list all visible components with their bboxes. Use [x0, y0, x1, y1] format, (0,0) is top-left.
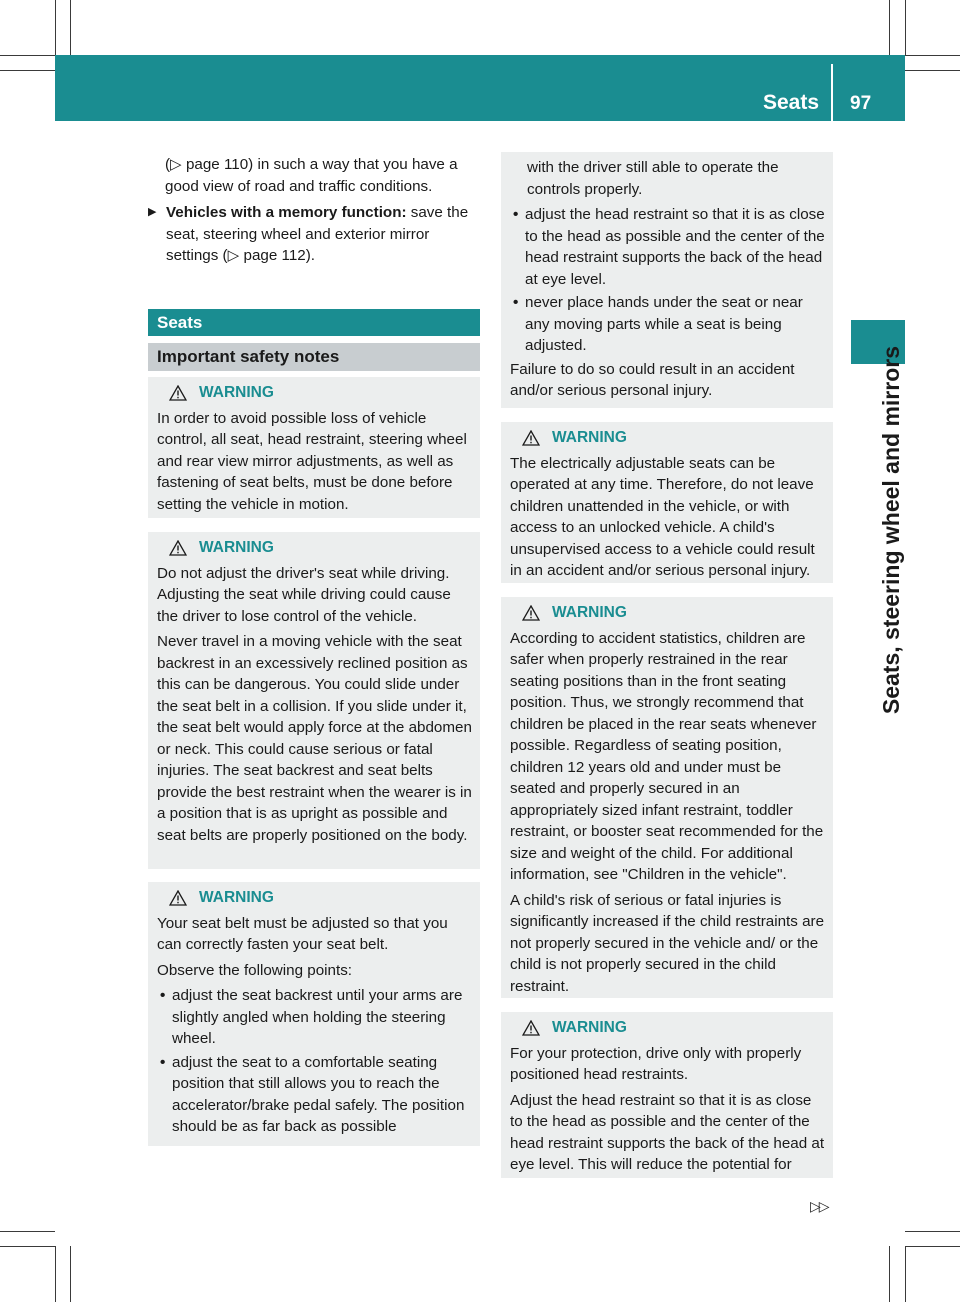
bullet-dot: •	[513, 206, 519, 223]
warning-text: In order to avoid possible loss of vehicle control, all seat, head restraint, steering wheel and rear view mirror adjustments, as well as fastening of seat belts, must be done before setting the vehicle in motion.	[157, 409, 467, 513]
page-header-title: Seats	[763, 91, 820, 114]
page-number: 97	[850, 93, 872, 114]
warning-triangle-icon	[169, 385, 187, 401]
warning-paragraph: Observe the following points:	[157, 961, 353, 979]
warning-paragraph: with the driver still able to operate the controls properly.	[527, 159, 779, 198]
warning-box	[501, 597, 833, 998]
warning-text: The electrically adjustable seats can be operated at any time. Therefore, do not leave children unattended in the vehicle, or with access to an unlocked vehicle. A child's unsupervised access to a vehicle could result in an accident and/or serious personal injury.	[510, 454, 815, 579]
warning-box	[501, 422, 833, 583]
warning-box	[148, 377, 480, 518]
crop-mark	[55, 0, 56, 55]
warning-paragraph: Never travel in a moving vehicle with the seat backrest in an excessively reclined position as this can be dangerous. You could slide under the seat belt in a collision. If you slide under it, the seat belt would apply force at the abdomen or neck. This could cause serious or fatal injuries. The seat backrest and seat belts provide the best restraint when the wearer is in a position that is as upright as possible and seat belts are properly positioned on the body.	[157, 633, 472, 844]
warning-box-continued	[501, 152, 833, 408]
warning-label: WARNING	[199, 539, 274, 556]
intro-line: (▷ page 110) in such a way that you have a good view of road and traffic conditions.	[165, 156, 458, 195]
left-intro	[148, 154, 479, 271]
warning-triangle-icon	[522, 430, 540, 446]
warning-triangle-icon	[522, 1020, 540, 1036]
subsection-title: Important safety notes	[148, 343, 480, 371]
warning-label: WARNING	[199, 384, 274, 401]
warning-heading	[510, 602, 825, 624]
warning-paragraph: Your seat belt must be adjusted so that you can correctly fasten your seat belt.	[157, 914, 448, 953]
crop-mark	[889, 0, 890, 55]
warning-paragraph: For your protection, drive only with properly positioned head restraints.	[510, 1044, 802, 1083]
bullet-text: adjust the seat to a comfortable seating position that still allows you to reach the accelerator/brake pedal safely. The position should be as far back as possible	[172, 1053, 465, 1135]
memory-step	[148, 202, 479, 267]
warning-paragraph: Failure to do so could result in an accident and/or serious personal injury.	[510, 360, 795, 399]
crop-mark	[889, 1246, 890, 1302]
warning-label: WARNING	[552, 429, 627, 446]
bullet-dot: •	[513, 294, 519, 311]
warning-heading	[157, 887, 472, 909]
crop-mark	[905, 1246, 906, 1302]
warning-paragraph: Do not adjust the driver's seat while driving. Adjusting the seat while driving could cause the driver to lose control of the vehicle.	[157, 564, 451, 625]
crop-mark	[0, 1231, 55, 1232]
crop-mark	[0, 70, 55, 71]
bullet-item	[157, 985, 472, 1050]
warning-heading	[510, 1017, 825, 1039]
warning-label: WARNING	[552, 1019, 627, 1036]
warning-label: WARNING	[552, 604, 627, 621]
crop-mark	[0, 55, 55, 56]
warning-label: WARNING	[199, 889, 274, 906]
crop-mark	[0, 1246, 55, 1247]
warning-heading	[157, 382, 472, 404]
warning-box	[148, 882, 480, 1146]
bullet-item	[510, 292, 825, 357]
crop-mark	[55, 1246, 56, 1302]
step-label: Vehicles with a memory function:	[166, 204, 407, 221]
section-title: Seats	[148, 309, 480, 336]
crop-mark	[905, 0, 906, 55]
bullet-dot: •	[160, 987, 166, 1004]
warning-box	[148, 532, 480, 869]
warning-paragraph: Adjust the head restraint so that it is as close to the head as possible and the center of the head restraint supports the back of the head at eye level. This will reduce the potential for	[510, 1091, 825, 1173]
chapter-side-text: Seats, steering wheel and mirrors	[878, 346, 904, 715]
warning-triangle-icon	[169, 890, 187, 906]
bullet-item	[157, 1052, 472, 1138]
step-arrow-icon: ▶	[148, 206, 157, 218]
bullet-text: adjust the seat backrest until your arms are slightly angled when holding the steering wheel.	[172, 987, 463, 1047]
warning-paragraph: According to accident statistics, children are safer when properly restrained in the rear seating positions than in the front seating position. Thus, we strongly recommend that children be placed in the rear seats whenever possible. Regardless of seating position, children 12 years old and under must be seated and properly secured in an appropriately sized infant restraint, toddler restraint, or booster seat recommended for the size and weight of the child. For additional information, see "Children in the vehicle".	[510, 629, 824, 883]
warning-heading	[510, 427, 825, 449]
crop-mark	[905, 1246, 960, 1247]
crop-mark	[905, 55, 960, 56]
crop-mark	[70, 0, 71, 55]
continue-arrow-icon: ▷▷	[810, 1198, 828, 1214]
warning-box	[501, 1012, 833, 1178]
crop-mark	[905, 70, 960, 71]
warning-triangle-icon	[169, 540, 187, 556]
step-text: save the seat, steering wheel and exterior mirror settings (▷ page 112).	[166, 204, 469, 264]
warning-triangle-icon	[522, 605, 540, 621]
warning-paragraph: A child's risk of serious or fatal injuries is significantly increased if the child restraints are not properly secured in the vehicle and/ or the child is not properly secured in the child restraint.	[510, 891, 825, 995]
bullet-dot: •	[160, 1053, 166, 1071]
bullet-text: adjust the head restraint so that it is as close to the head as possible and the center of the head restraint supports the back of the head at eye level.	[525, 206, 825, 288]
crop-mark	[70, 1246, 71, 1302]
warning-heading	[157, 537, 472, 559]
bullet-item	[510, 204, 825, 290]
header-divider	[831, 64, 833, 121]
crop-mark	[905, 1231, 960, 1232]
bullet-text: never place hands under the seat or near any moving parts while a seat is being adjusted.	[525, 294, 803, 354]
